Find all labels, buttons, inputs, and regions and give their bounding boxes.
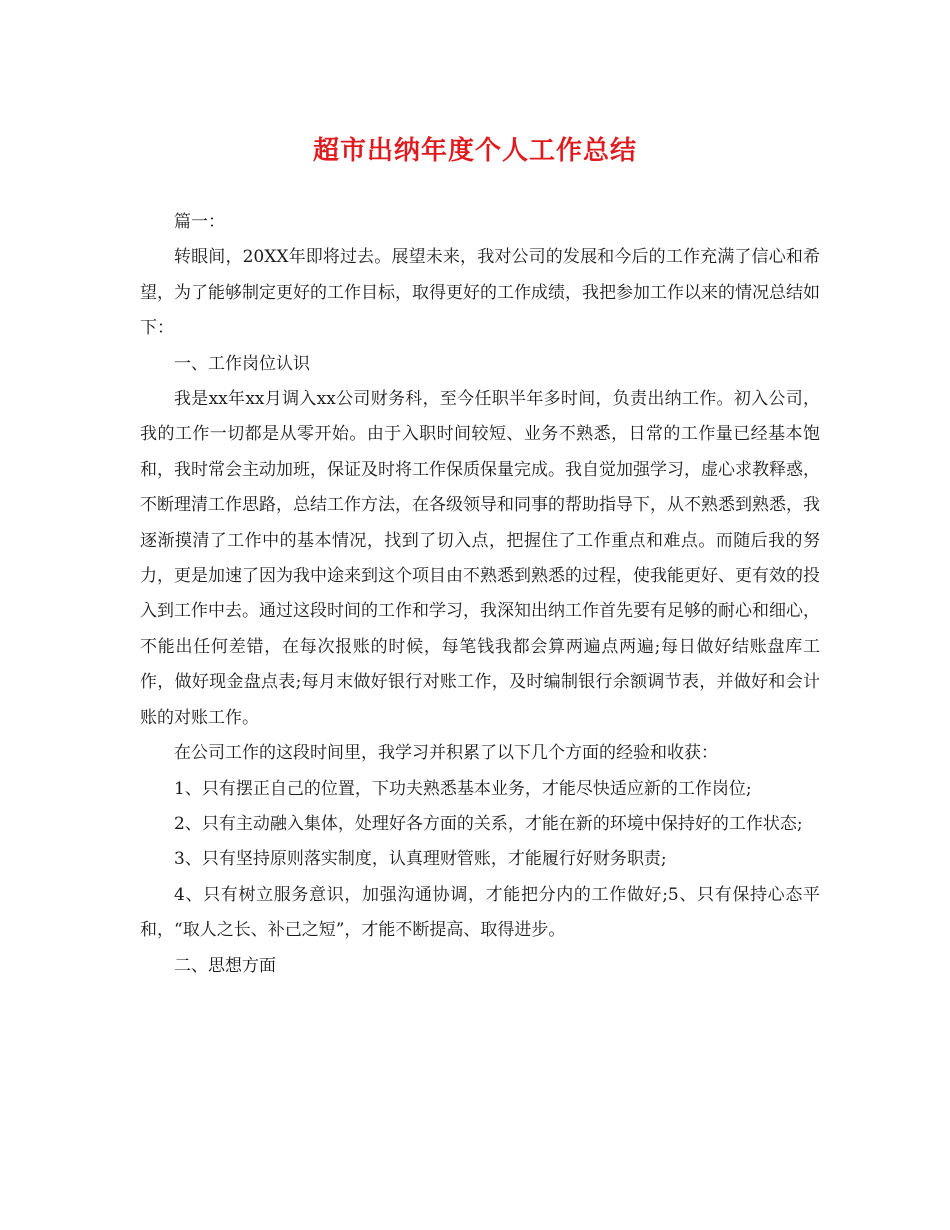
paragraph-opening: 转眼间，20XX年即将过去。展望未来，我对公司的发展和今后的工作充满了信心和希望，为了能够制定更好的工作目标，取得更好的工作成绩，我把参加工作以来的情况总结如下： [140, 247, 820, 339]
document-body [140, 205, 820, 984]
section-heading-job-understanding: 一、工作岗位认识 [174, 353, 310, 374]
paragraph-job-details: 我是xx年xx月调入xx公司财务科，至今任职半年多时间，负责出纳工作。初入公司，我的工作一切都是从零开始。由于入职时间较短、业务不熟悉，日常的工作量已经基本饱和，我时常会主动加班，保证及时将工作保质保量完成。我自觉加强学习，虚心求教释惑，不断理清工作思路，总结工作方法，在各级领导和同事的帮助指导下，从不熟悉到熟悉，我逐渐摸清了工作中的基本情况，找到了切入点，把握住了工作重点和难点。而随后我的努力，更是加速了因为我中途来到这个项目由不熟悉到熟悉的过程，使我能更好、更有效的投入到工作中去。通过这段时间的工作和学习，我深知出纳工作首先要有足够的耐心和细心，不能出任何差错，在每次报账的时候，每笔钱我都会算两遍点两遍;每日做好结账盘库工作，做好现金盘点表;每月末做好银行对账工作，及时编制银行余额调节表，并做好和会计账的对账工作。 [140, 389, 820, 728]
list-item-3: 3、只有坚持原则落实制度，认真理财管账，才能履行好财务职责; [174, 849, 667, 870]
paragraph-intro-label: 篇一： [174, 212, 225, 232]
list-item-2: 2、只有主动融入集体，处理好各方面的关系，才能在新的环境中保持好的工作状态; [174, 813, 803, 834]
document-title: 超市出纳年度个人工作总结 [312, 136, 637, 166]
section-heading-thoughts: 二、思想方面 [174, 955, 276, 976]
list-item-1: 1、只有摆正自己的位置，下功夫熟悉基本业务，才能尽快适应新的工作岗位; [174, 778, 752, 799]
list-item-4-5: 4、只有树立服务意识，加强沟通协调，才能把分内的工作做好;5、只有保持心态平和，“取人之长、补己之短”，才能不断提高、取得进步。 [140, 884, 820, 941]
paragraph-experience-intro: 在公司工作的这段时间里，我学习并积累了以下几个方面的经验和收获： [174, 743, 718, 764]
